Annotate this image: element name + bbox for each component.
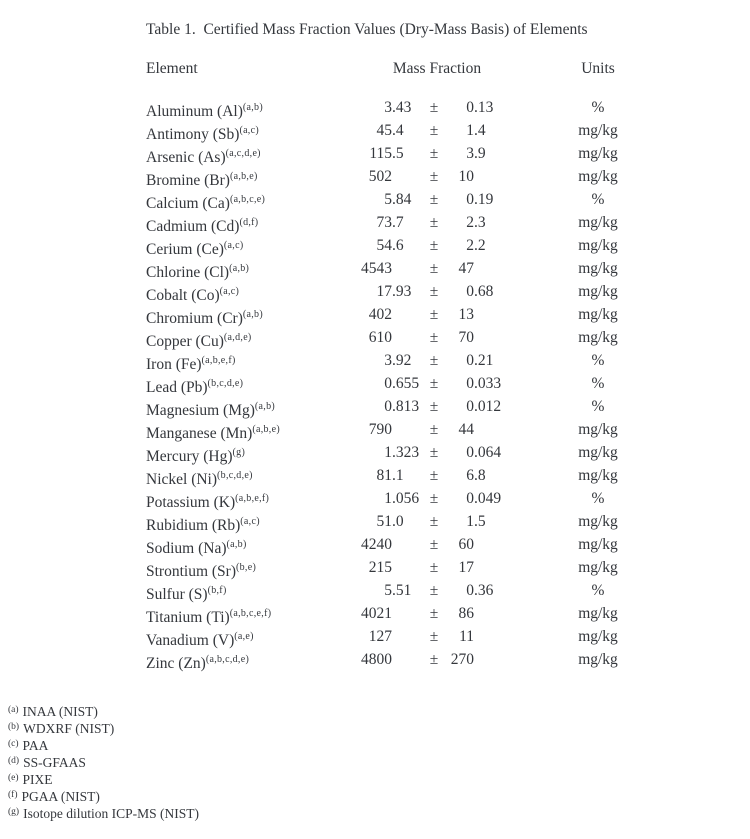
plus-minus-symbol: ± — [429, 398, 439, 415]
method-superscript: (a,c) — [239, 125, 259, 136]
plus-minus-symbol: ± — [429, 306, 439, 323]
uncertainty-integer-part: 0 — [466, 444, 474, 461]
table-row — [146, 625, 706, 648]
element-name: Iron (Fe) — [146, 356, 202, 373]
element-name: Sodium (Na) — [146, 540, 227, 557]
element-name: Lead (Pb) — [146, 379, 208, 396]
footnote-superscript: (d) — [8, 756, 20, 766]
plus-minus-symbol: ± — [429, 605, 439, 622]
method-superscript: (a,e) — [234, 631, 254, 642]
method-superscript: (a,b,e) — [252, 424, 280, 435]
uncertainty-integer-part: 60 — [458, 536, 474, 553]
table-row — [146, 119, 706, 142]
footnote-item — [8, 736, 199, 753]
element-name: Calcium (Ca) — [146, 195, 230, 212]
footnote-text: INAA (NIST) — [22, 704, 98, 719]
uncertainty-fraction-part: .049 — [474, 490, 502, 507]
value-integer-part: 115 — [369, 145, 392, 162]
units-value: mg/kg — [578, 237, 618, 254]
units-value: mg/kg — [578, 651, 618, 668]
value-fraction-part: .84 — [392, 191, 412, 208]
value-integer-part: 1 — [384, 444, 392, 461]
method-superscript: (a,b,e,f) — [235, 493, 270, 504]
method-superscript: (d,f) — [239, 217, 259, 228]
value-integer-part: 610 — [368, 329, 392, 346]
value-integer-part: 0 — [384, 398, 392, 415]
footnote-text: PIXE — [22, 772, 53, 787]
plus-minus-symbol: ± — [429, 283, 439, 300]
units-value: % — [591, 352, 605, 369]
value-fraction-part: .323 — [392, 444, 420, 461]
value-integer-part: 1 — [384, 490, 392, 507]
value-fraction-part: .056 — [392, 490, 420, 507]
col-header-element: Element — [146, 60, 198, 77]
uncertainty-integer-part: 2 — [466, 237, 474, 254]
plus-minus-symbol: ± — [429, 421, 439, 438]
element-name: Cadmium (Cd) — [146, 218, 240, 235]
method-superscript: (a,b) — [242, 102, 263, 113]
value-fraction-part: .0 — [392, 513, 404, 530]
value-integer-part: 4021 — [361, 605, 392, 622]
footnote-item — [8, 770, 199, 787]
table-header-row — [146, 57, 706, 80]
uncertainty-fraction-part: .36 — [474, 582, 494, 599]
uncertainty-integer-part: 3 — [466, 145, 474, 162]
footnote-item — [8, 753, 199, 770]
uncertainty-integer-part: 0 — [466, 490, 474, 507]
plus-minus-symbol: ± — [429, 628, 439, 645]
uncertainty-integer-part: 1 — [466, 513, 474, 530]
table-row — [146, 280, 706, 303]
plus-minus-symbol: ± — [429, 490, 439, 507]
element-name: Cobalt (Co) — [146, 287, 220, 304]
value-fraction-part: .1 — [392, 467, 404, 484]
value-integer-part: 45 — [376, 122, 392, 139]
uncertainty-fraction-part: .4 — [474, 122, 486, 139]
element-name: Nickel (Ni) — [146, 471, 218, 488]
units-value: mg/kg — [578, 628, 618, 645]
element-name: Vanadium (V) — [146, 632, 235, 649]
footnote-item — [8, 702, 199, 719]
method-superscript: (a,c) — [223, 240, 244, 251]
uncertainty-fraction-part: .19 — [474, 191, 494, 208]
value-fraction-part — [392, 648, 420, 675]
method-superscript: (a,b) — [229, 263, 250, 274]
table-row — [146, 533, 706, 556]
plus-minus-symbol: ± — [429, 122, 439, 139]
method-superscript: (b,e) — [236, 562, 257, 573]
table-row — [146, 326, 706, 349]
uncertainty-integer-part: 0 — [466, 283, 474, 300]
element-name: Mercury (Hg) — [146, 448, 233, 465]
element-name: Magnesium (Mg) — [146, 402, 255, 419]
table-row — [146, 165, 706, 188]
value-fraction-part: .51 — [392, 582, 412, 599]
units-value: mg/kg — [578, 513, 618, 530]
uncertainty-integer-part: 47 — [458, 260, 474, 277]
units-value: mg/kg — [578, 605, 618, 622]
units-value: mg/kg — [578, 536, 618, 553]
method-superscript: (a,d,e) — [223, 332, 252, 343]
footnote-text: PGAA (NIST) — [21, 789, 100, 804]
units-value: % — [591, 99, 605, 116]
uncertainty-integer-part: 11 — [459, 628, 474, 645]
plus-minus-symbol: ± — [429, 536, 439, 553]
plus-minus-symbol: ± — [429, 467, 439, 484]
element-name: Cerium (Ce) — [146, 241, 224, 258]
footnote-superscript: (g) — [8, 807, 20, 817]
value-fraction-part: .4 — [392, 122, 404, 139]
plus-minus-symbol: ± — [429, 191, 439, 208]
element-name: Chlorine (Cl) — [146, 264, 230, 281]
element-name: Potassium (K) — [146, 494, 236, 511]
value-integer-part: 502 — [368, 168, 392, 185]
footnote-text: WDXRF (NIST) — [23, 721, 115, 736]
method-superscript: (a,b,c,e) — [229, 194, 266, 205]
element-name: Zinc (Zn) — [146, 655, 206, 672]
value-fraction-part: .5 — [392, 145, 404, 162]
footnote-item — [8, 719, 199, 736]
element-name: Titanium (Ti) — [146, 609, 230, 626]
units-value: % — [591, 398, 605, 415]
units-value: mg/kg — [578, 306, 618, 323]
value-fraction-part: .7 — [392, 214, 404, 231]
method-superscript: (b,c,d,e) — [207, 378, 244, 389]
uncertainty-fraction-part: .064 — [474, 444, 502, 461]
method-superscript: (b,f) — [207, 585, 227, 596]
footnote-superscript: (e) — [8, 773, 19, 783]
table-row — [146, 579, 706, 602]
units-value: mg/kg — [578, 467, 618, 484]
value-fraction-part: .655 — [392, 375, 420, 392]
element-name: Copper (Cu) — [146, 333, 224, 350]
uncertainty-fraction-part: .68 — [474, 283, 494, 300]
element-name: Aluminum (Al) — [146, 103, 243, 120]
uncertainty-integer-part: 17 — [458, 559, 474, 576]
uncertainty-fraction-part: .033 — [474, 375, 502, 392]
table-row — [146, 441, 706, 464]
element-name: Strontium (Sr) — [146, 563, 236, 580]
value-integer-part: 3 — [384, 99, 392, 116]
col-header-units: Units — [581, 60, 615, 77]
uncertainty-integer-part: 0 — [466, 191, 474, 208]
plus-minus-symbol: ± — [429, 375, 439, 392]
method-superscript: (a,c,d,e) — [225, 148, 261, 159]
uncertainty-integer-part: 0 — [466, 352, 474, 369]
units-value: mg/kg — [578, 421, 618, 438]
table-title: Table 1. Certified Mass Fraction Values (Dry-Mass Basis) of Elements — [146, 21, 588, 38]
method-superscript: (a,b,c,e,f) — [229, 608, 272, 619]
footnote-text: Isotope dilution ICP-MS (NIST) — [23, 806, 199, 821]
uncertainty-integer-part: 44 — [458, 421, 474, 438]
value-integer-part: 215 — [368, 559, 392, 576]
value-integer-part: 17 — [376, 283, 392, 300]
table-row — [146, 395, 706, 418]
plus-minus-symbol: ± — [429, 559, 439, 576]
value-integer-part: 0 — [384, 375, 392, 392]
plus-minus-symbol: ± — [429, 237, 439, 254]
plus-minus-symbol: ± — [429, 513, 439, 530]
units-value: mg/kg — [578, 329, 618, 346]
element-name: Bromine (Br) — [146, 172, 230, 189]
value-integer-part: 5 — [384, 191, 392, 208]
table-row — [146, 418, 706, 441]
footnote-superscript: (f) — [8, 790, 18, 800]
method-superscript: (a,b,c,d,e) — [205, 654, 250, 665]
value-integer-part: 5 — [384, 582, 392, 599]
value-fraction-part: .6 — [392, 237, 404, 254]
element-name: Antimony (Sb) — [146, 126, 240, 143]
plus-minus-symbol: ± — [429, 444, 439, 461]
uncertainty-fraction-part — [474, 648, 504, 675]
uncertainty-fraction-part: .8 — [474, 467, 486, 484]
plus-minus-symbol: ± — [429, 260, 439, 277]
table-row — [146, 464, 706, 487]
value-integer-part: 54 — [376, 237, 392, 254]
column-gap — [504, 57, 540, 80]
method-superscript: (a,b,e) — [229, 171, 258, 182]
uncertainty-fraction-part: .012 — [474, 398, 502, 415]
table-row — [146, 234, 706, 257]
method-superscript: (a,b) — [226, 539, 247, 550]
units-value: mg/kg — [578, 122, 618, 139]
value-integer-part: 73 — [376, 214, 392, 231]
plus-minus-symbol: ± — [429, 329, 439, 346]
footnote-superscript: (b) — [8, 722, 20, 732]
plus-minus-symbol: ± — [429, 214, 439, 231]
method-superscript: (a,b) — [242, 309, 263, 320]
footnote-superscript: (a) — [8, 705, 19, 715]
footnotes-block — [8, 702, 199, 821]
element-name: Sulfur (S) — [146, 586, 208, 603]
table-body — [146, 96, 706, 671]
units-value: % — [591, 375, 605, 392]
element-name: Arsenic (As) — [146, 149, 226, 166]
element-name: Chromium (Cr) — [146, 310, 243, 327]
value-integer-part: 790 — [368, 421, 392, 438]
uncertainty-fraction-part: .5 — [474, 513, 486, 530]
value-fraction-part: .43 — [392, 99, 412, 116]
method-superscript: (b,c,d,e) — [217, 470, 253, 481]
units-value: % — [591, 191, 605, 208]
table-row — [146, 487, 706, 510]
uncertainty-integer-part: 270 — [450, 651, 474, 668]
table-row — [146, 602, 706, 625]
table-row — [146, 648, 706, 671]
footnote-superscript: (c) — [8, 739, 19, 749]
footnote-item — [8, 787, 199, 804]
units-value: mg/kg — [578, 214, 618, 231]
uncertainty-integer-part: 13 — [458, 306, 474, 323]
units-value: mg/kg — [578, 283, 618, 300]
footnote-text: PAA — [22, 738, 49, 753]
col-header-mass-fraction: Mass Fraction — [392, 60, 482, 77]
table-row — [146, 211, 706, 234]
value-integer-part: 4543 — [361, 260, 392, 277]
plus-minus-symbol: ± — [429, 145, 439, 162]
value-fraction-part: .92 — [392, 352, 412, 369]
uncertainty-fraction-part: .9 — [474, 145, 486, 162]
value-integer-part: 402 — [368, 306, 392, 323]
uncertainty-integer-part: 70 — [458, 329, 474, 346]
uncertainty-integer-part: 1 — [466, 122, 474, 139]
units-value: mg/kg — [578, 260, 618, 277]
plus-minus-symbol: ± — [429, 168, 439, 185]
value-integer-part: 51 — [376, 513, 392, 530]
units-value: mg/kg — [578, 559, 618, 576]
value-integer-part: 127 — [368, 628, 392, 645]
uncertainty-fraction-part: .21 — [474, 352, 494, 369]
uncertainty-integer-part: 0 — [466, 398, 474, 415]
uncertainty-integer-part: 86 — [458, 605, 474, 622]
table-row — [146, 372, 706, 395]
footnote-text: SS-GFAAS — [23, 755, 86, 770]
plus-minus-symbol: ± — [429, 352, 439, 369]
table-row — [146, 349, 706, 372]
table-row — [146, 556, 706, 579]
uncertainty-integer-part: 0 — [466, 582, 474, 599]
units-value: mg/kg — [578, 145, 618, 162]
method-superscript: (a,b,e,f) — [201, 355, 236, 366]
plus-minus-symbol: ± — [429, 582, 439, 599]
certified-values-table — [146, 18, 706, 671]
table-row — [146, 142, 706, 165]
method-superscript: (g) — [232, 447, 246, 458]
value-integer-part: 81 — [376, 467, 392, 484]
element-name: Manganese (Mn) — [146, 425, 253, 442]
method-superscript: (a,b) — [254, 401, 276, 412]
table-row — [146, 188, 706, 211]
value-fraction-part: .93 — [392, 283, 412, 300]
table-row — [146, 96, 706, 119]
table-row — [146, 510, 706, 533]
value-integer-part: 4800 — [361, 651, 392, 668]
uncertainty-fraction-part: .13 — [474, 99, 494, 116]
uncertainty-integer-part: 0 — [466, 375, 474, 392]
table-row — [146, 303, 706, 326]
method-superscript: (a,c) — [240, 516, 260, 527]
plus-minus-symbol: ± — [429, 99, 439, 116]
uncertainty-integer-part: 2 — [466, 214, 474, 231]
footnote-item — [8, 804, 199, 821]
units-value: % — [591, 582, 605, 599]
uncertainty-integer-part: 10 — [458, 168, 474, 185]
table-row — [146, 257, 706, 280]
element-name: Rubidium (Rb) — [146, 517, 241, 534]
units-value: mg/kg — [578, 168, 618, 185]
uncertainty-integer-part: 6 — [466, 467, 474, 484]
units-value: % — [591, 490, 605, 507]
column-gap — [504, 648, 540, 675]
units-value: mg/kg — [578, 444, 618, 461]
value-fraction-part: .813 — [392, 398, 420, 415]
uncertainty-fraction-part: .2 — [474, 237, 486, 254]
method-superscript: (a,c) — [219, 286, 240, 297]
value-integer-part: 4240 — [361, 536, 392, 553]
uncertainty-integer-part: 0 — [466, 99, 474, 116]
value-integer-part: 3 — [384, 352, 392, 369]
plus-minus-symbol: ± — [429, 651, 439, 668]
uncertainty-fraction-part: .3 — [474, 214, 486, 231]
